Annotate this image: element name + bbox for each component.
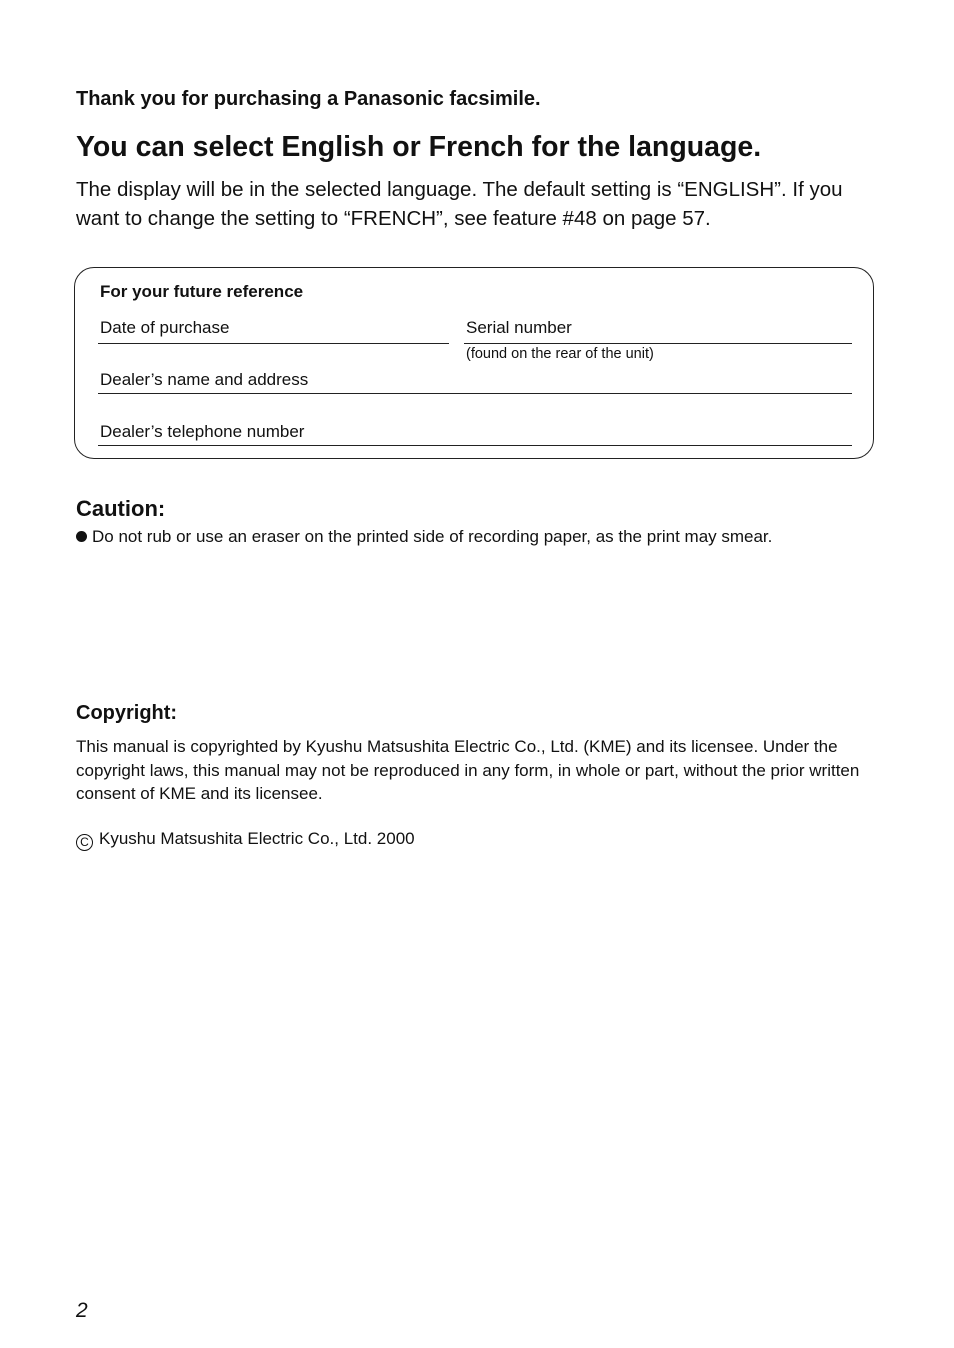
caution-item	[76, 527, 772, 547]
language-description: The display will be in the selected language. The default setting is “ENGLISH”. If you want to change the setting to “FRENCH”, see feature #48 on page 57.	[76, 178, 843, 230]
dealer-phone-line	[98, 445, 852, 446]
copyright-icon: C	[76, 834, 93, 851]
serial-number-note: (found on the rear of the unit)	[466, 346, 654, 362]
copyright-notice	[76, 829, 415, 851]
dealer-name-address-line	[98, 393, 852, 394]
dealer-name-address-label: Dealer’s name and address	[100, 370, 309, 389]
thank-you-line: Thank you for purchasing a Panasonic facsimile.	[76, 88, 541, 110]
caution-text: Do not rub or use an eraser on the printed side of recording paper, as the print may smear.	[92, 527, 773, 546]
serial-number-label: Serial number	[466, 318, 572, 337]
serial-number-line	[464, 343, 852, 344]
copyright-text: This manual is copyrighted by Kyushu Matsushita Electric Co., Ltd. (KME) and its licensee. Under the copyright laws, this manual may not be reproduced in any form, in whole or part, without the prior written consent of KME and its licensee.	[76, 737, 860, 804]
future-reference-title: For your future reference	[100, 282, 304, 301]
dealer-phone-label: Dealer’s telephone number	[100, 422, 305, 441]
copyright-notice-text: Kyushu Matsushita Electric Co., Ltd. 2000	[99, 829, 415, 848]
date-of-purchase-line	[98, 343, 449, 344]
page-number: 2	[76, 1299, 88, 1322]
bullet-icon	[76, 531, 87, 542]
language-headline: You can select English or French for the language.	[76, 131, 762, 163]
caution-heading: Caution:	[76, 496, 166, 521]
date-of-purchase-label: Date of purchase	[100, 318, 230, 337]
copyright-heading: Copyright:	[76, 702, 178, 724]
